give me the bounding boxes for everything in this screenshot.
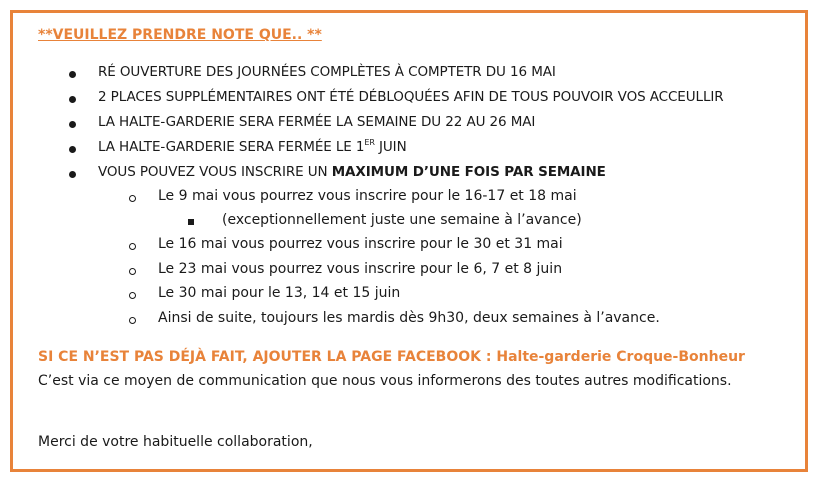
bullet-extra-places: 2 PLACES SUPPLÉMENTAIRES ONT ÉTÉ DÉBLOQUÉES AFIN DE TOUS POUVOIR VOS ACCEULLIR: [98, 89, 724, 105]
bullet-marker: [69, 171, 76, 178]
bullet-max-once-text: VOUS POUVEZ VOUS INSCRIRE UN: [98, 164, 332, 180]
communication-note: C’est via ce moyen de communication que nous vous informerons des toutes autres modifications.: [38, 373, 732, 389]
sub-bullet-marker: [129, 195, 136, 202]
sub-bullet-marker: [129, 292, 136, 299]
bullet-marker: [69, 121, 76, 128]
sub-bullet-marker: [129, 317, 136, 324]
bullet-reopening: RÉ OUVERTURE DES JOURNÉES COMPLÈTES À COMPTETR DU 16 MAI: [98, 64, 556, 80]
closing-line: Merci de votre habituelle collaboration,: [38, 434, 313, 450]
bullet-closed-june: [98, 139, 407, 155]
sub-bullet-may-23: Le 23 mai vous pourrez vous inscrire pour le 6, 7 et 8 juin: [158, 261, 563, 277]
sub-bullet-may-16: Le 16 mai vous pourrez vous inscrire pour le 30 et 31 mai: [158, 236, 563, 252]
sub-bullet-may-30: Le 30 mai pour le 13, 14 et 15 juin: [158, 285, 401, 301]
bullet-max-once: [98, 164, 606, 180]
notice-heading: **VEUILLEZ PRENDRE NOTE QUE.. **: [38, 27, 322, 43]
bullet-marker: [69, 71, 76, 78]
facebook-notice: SI CE N’EST PAS DÉJÀ FAIT, AJOUTER LA PAGE FACEBOOK : Halte-garderie Croque-Bonheur: [38, 349, 745, 365]
sub-bullet-marker: [129, 243, 136, 250]
sub-bullet-marker: [129, 268, 136, 275]
bullet-max-once-bold: MAXIMUM D’UNE FOIS PAR SEMAINE: [331, 164, 606, 180]
bullet-closed-june-month: JUIN: [374, 139, 407, 155]
sub-bullet-may-9: Le 9 mai vous pourrez vous inscrire pour le 16-17 et 18 mai: [158, 188, 577, 204]
bullet-marker: [69, 96, 76, 103]
sub-sub-bullet-exception: (exceptionnellement juste une semaine à l’avance): [222, 212, 582, 228]
sub-sub-bullet-marker: [188, 219, 194, 225]
ordinal-superscript: ER: [364, 138, 375, 147]
bullet-closed-week: LA HALTE-GARDERIE SERA FERMÉE LA SEMAINE DU 22 AU 26 MAI: [98, 114, 536, 130]
bullet-closed-june-text: LA HALTE-GARDERIE SERA FERMÉE LE 1: [98, 139, 365, 155]
sub-bullet-and-so-on: Ainsi de suite, toujours les mardis dès 9h30, deux semaines à l’avance.: [158, 310, 660, 326]
bullet-marker: [69, 146, 76, 153]
